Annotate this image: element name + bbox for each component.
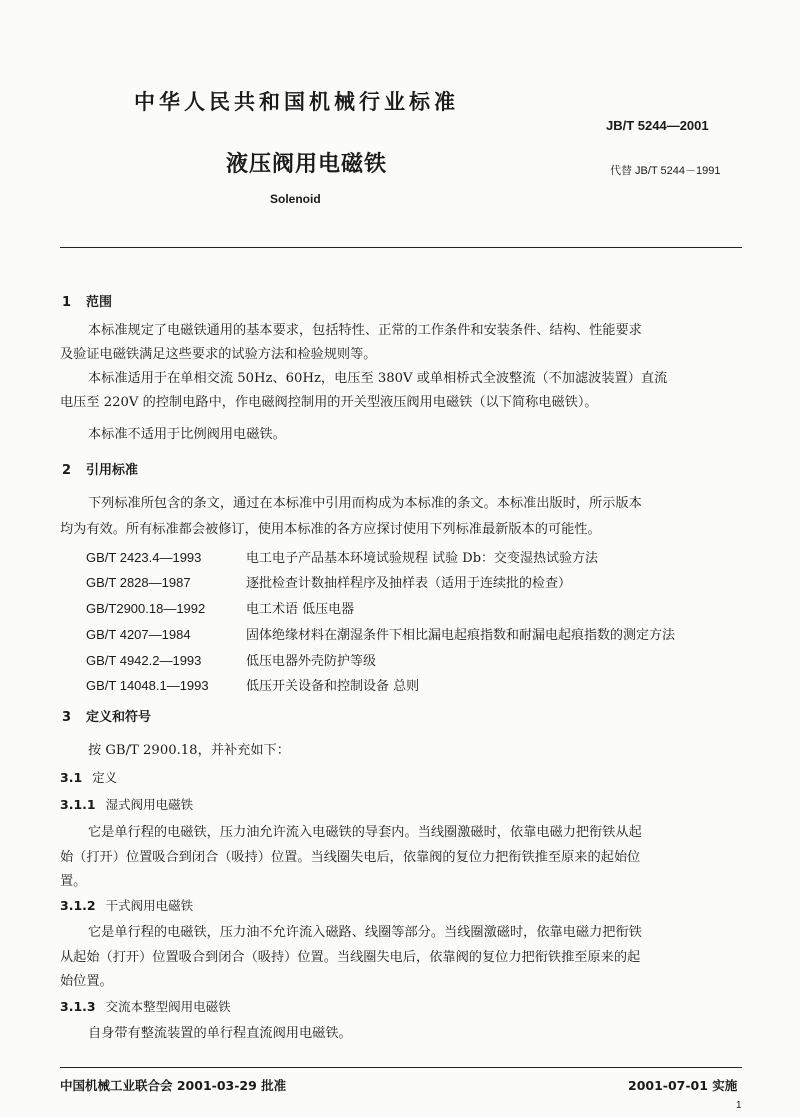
reference-row — [86, 650, 376, 669]
subsection-3-1-3-heading — [60, 997, 231, 1015]
section-2-heading — [62, 459, 138, 478]
subsection-number: 3.1.1 — [60, 797, 96, 812]
reference-code: GB/T 2423.4—1993 — [86, 550, 202, 565]
subsection-3-1-heading — [60, 768, 117, 786]
subsection-number: 3.1.3 — [60, 999, 96, 1014]
section-number: 3 — [62, 710, 72, 725]
reference-code: GB/T 14048.1—1993 — [86, 678, 209, 693]
reference-title: 低压电器外壳防护等级 — [246, 654, 377, 669]
section-1-heading — [62, 291, 112, 310]
reference-row — [86, 547, 598, 566]
subsection-title: 干式阀用电磁铁 — [105, 898, 194, 913]
header-rule — [60, 247, 742, 248]
reference-row — [86, 675, 419, 694]
paragraph-line: 电压至 220V 的控制电路中，作电磁阀控制用的开关型液压阀用电磁铁（以下简称电磁铁）。 — [60, 395, 598, 410]
paragraph-line: 本标准适用于在单相交流 50Hz、60Hz，电压至 380V 或单相桥式全波整流（不加滤波装置）直流 — [88, 371, 668, 386]
paragraph-line: 它是单行程的电磁铁，压力油不允许流入磁路、线圈等部分。当线圈激磁时，依靠电磁力把衔铁 — [88, 925, 642, 940]
footer-rule — [60, 1067, 742, 1068]
reference-title: 电工电子产品基本环境试验规程 试验 Db：交变湿热试验方法 — [246, 551, 599, 566]
reference-row — [86, 572, 571, 591]
reference-code: GB/T 4942.2—1993 — [86, 653, 202, 668]
paragraph-line: 及验证电磁铁满足这些要求的试验方法和检验规则等。 — [60, 347, 377, 362]
paragraph-line: 从起始（打开）位置吸合到闭合（吸持）位置。当线圈失电后，依靠阀的复位力把衔铁推至原来的起 — [60, 950, 641, 965]
approval-line: 中国机械工业联合会 2001-03-29 批准 — [60, 1078, 287, 1093]
paragraph-line: 按 GB/T 2900.18，并补充如下： — [88, 743, 290, 758]
paragraph-line: 自身带有整流装置的单行程直流阀用电磁铁。 — [88, 1026, 352, 1041]
subsection-number: 3.1 — [60, 770, 83, 785]
paragraph-line: 下列标准所包含的条文，通过在本标准中引用而构成为本标准的条文。本标准出版时，所示版本 — [88, 496, 642, 511]
standard-number: JB/T 5244—2001 — [606, 118, 709, 133]
paragraph-line: 均为有效。所有标准都会被修订，使用本标准的各方应探讨使用下列标准最新版本的可能性。 — [60, 522, 601, 537]
reference-code: GB/T 4207—1984 — [86, 627, 191, 642]
subsection-title: 湿式阀用电磁铁 — [105, 797, 194, 812]
subsection-number: 3.1.2 — [60, 898, 96, 913]
paragraph-line: 它是单行程的电磁铁，压力油允许流入电磁铁的导套内。当线圈激磁时，依靠电磁力把衔铁从起 — [88, 825, 642, 840]
section-title: 范围 — [86, 295, 113, 310]
subsection-3-1-2-heading — [60, 896, 193, 914]
reference-row — [86, 624, 675, 643]
issuing-body-heading: 中华人民共和国机械行业标准 — [134, 90, 459, 114]
document-title: 液压阀用电磁铁 — [226, 152, 388, 177]
english-title: Solenoid — [270, 192, 321, 206]
subsection-3-1-1-heading — [60, 795, 193, 813]
reference-row — [86, 598, 354, 617]
subsection-title: 定义 — [92, 770, 118, 785]
section-3-heading — [62, 706, 151, 725]
reference-code: GB/T 2828—1987 — [86, 575, 191, 590]
reference-code: GB/T2900.18—1992 — [86, 601, 206, 616]
paragraph-line: 置。 — [60, 874, 87, 889]
reference-title: 电工术语 低压电器 — [246, 602, 355, 617]
page-number: 1 — [736, 1100, 742, 1111]
section-number: 2 — [62, 463, 72, 478]
reference-title: 固体绝缘材料在潮湿条件下相比漏电起痕指数和耐漏电起痕指数的测定方法 — [246, 628, 676, 643]
paragraph-line: 本标准规定了电磁铁通用的基本要求，包括特性、正常的工作条件和安装条件、结构、性能要求 — [88, 323, 642, 338]
implementation-date: 2001-07-01 实施 — [628, 1078, 738, 1093]
subsection-title: 交流本整型阀用电磁铁 — [105, 999, 231, 1014]
section-title: 定义和符号 — [86, 710, 152, 725]
reference-title: 低压开关设备和控制设备 总则 — [246, 679, 420, 694]
section-number: 1 — [62, 295, 72, 310]
replaces-standard: 代替 JB/T 5244－1991 — [610, 165, 721, 177]
paragraph-line: 本标准不适用于比例阀用电磁铁。 — [88, 427, 286, 442]
reference-title: 逐批检查计数抽样程序及抽样表（适用于连续批的检查） — [246, 576, 572, 591]
section-title: 引用标准 — [86, 463, 139, 478]
paragraph-line: 始（打开）位置吸合到闭合（吸持）位置。当线圈失电后，依靠阀的复位力把衔铁推至原来的起始位 — [60, 850, 641, 865]
paragraph-line: 始位置。 — [60, 974, 113, 989]
